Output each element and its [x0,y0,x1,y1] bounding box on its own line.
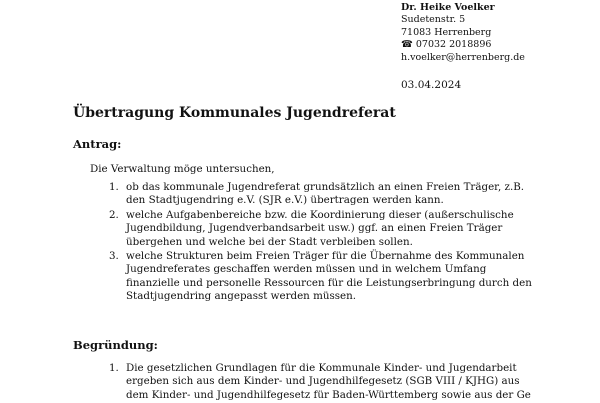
sender-name: Dr. Heike Voelker [401,2,495,13]
list-item [109,181,537,208]
list-text: welche Strukturen beim Freien Träger für die Übernahme des Kommunalen Jugendreferates geschaffen werden müssen und in welchem Umfang finanzielle und personelle Ressourcen für die Leistungserbringung durch den Stadtjugendring angepasst werden müssen. [126,250,532,303]
list-item [109,209,537,249]
list-item [109,250,537,304]
sender-email: h.voelker@herrenberg.de [401,51,525,63]
list-text: welche Aufgabenbereiche bzw. die Koordinierung dieser (außerschulische Jugendbildung, Jugendverbandsarbeit usw.) ggf. an einen Freien Träger übergehen und welche bei der Stadt verbleiben sollen. [126,208,514,248]
sender-address-block [401,2,525,64]
sender-street: Sudetenstr. 5 [401,14,466,26]
sender-phone: ☎ 07032 2018896 [401,39,492,51]
list-number: 2. [109,208,119,221]
list-text: Die gesetzlichen Grundlagen für die Kommunale Kinder- und Jugendarbeit ergeben sich aus dem Kinder- und Jugendhilfegesetz (SGB VIII / KJHG) aus dem Kinder- und Jugendhilfegesetz für Baden-Württemberg sowie aus der Ge [126,362,531,401]
list-number: 3. [109,250,119,263]
antrag-list [109,181,537,305]
begruendung-heading: Begründung: [73,338,158,352]
antrag-heading: Antrag: [73,137,122,151]
begruendung-list [109,362,537,403]
list-number: 1. [109,362,119,374]
letter-date: 03.04.2024 [401,79,462,91]
sender-city: 71083 Herrenberg [401,26,492,38]
list-text: ob das kommunale Jugendreferat grundsätzlich an einen Freien Träger, z.B. den Stadtjugendring e.V. (SJR e.V.) übertragen werden kann. [126,181,525,207]
list-item [109,362,537,402]
antrag-intro: Die Verwaltung möge untersuchen, [90,163,275,175]
document-title: Übertragung Kommunales Jugendreferat [73,105,396,121]
list-number: 1. [109,181,119,193]
